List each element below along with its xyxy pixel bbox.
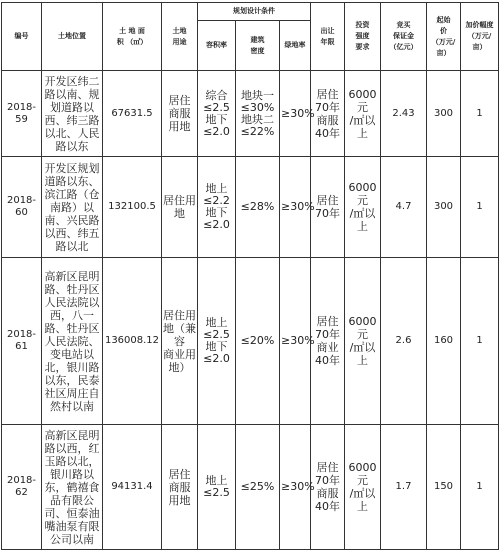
cell-start-price: 300 [427,71,461,157]
cell-deposit: 2.6 [381,258,427,425]
cell-density: ≤25% [236,425,280,550]
cell-term: 居住 70年 商服 40年 [311,425,345,550]
cell-use: 居住用 地（兼容 商业用 地） [162,258,198,425]
header-use: 土地 用途 [162,3,198,71]
cell-term: 居住 70年 商服 40年 [311,71,345,157]
cell-location: 高新区昆明路以西，红玉路以北，银川路以东，鹤禧食品有限公司、恒泰油嘴油泵有限公司以南 [42,425,103,550]
land-auction-table [1,2,499,550]
cell-start-price: 150 [427,425,461,550]
cell-use: 居住 商服 用地 [162,71,198,157]
cell-no: 2018- 61 [2,258,42,425]
table-row [2,157,499,258]
table-row [2,258,499,425]
cell-density: ≤20% [236,258,280,425]
cell-use: 居住用 地 [162,157,198,258]
header-density: 建筑 密度 [236,21,280,71]
cell-green: ≥30% [280,258,311,425]
cell-increment: 1 [461,425,499,550]
cell-increment: 1 [461,258,499,425]
header-green: 绿地率 [280,21,311,71]
header-deposit: 竞买 保证金 （亿元） [381,3,427,71]
cell-invest: 6000 元 /㎡以 上 [345,425,381,550]
cell-location: 开发区规划道路以东、滨江路（仓南路）以南、兴民路以西、纬五路以北 [42,157,103,258]
cell-term: 居住 70年 商业 40年 [311,258,345,425]
cell-density: 地块一 ≤30% 地块二 ≤22% [236,71,280,157]
cell-green: ≥30% [280,71,311,157]
header-far: 容积率 [198,21,236,71]
cell-location: 高新区昆明路、牡丹区人民法院以西，八一路、牡丹区人民法院、变电站以北，银川路以东，民泰社区周庄自然村以南 [42,258,103,425]
cell-area: 132100.5 [103,157,162,258]
cell-green: ≥30% [280,157,311,258]
cell-area: 67631.5 [103,71,162,157]
table-row [2,425,499,550]
cell-deposit: 4.7 [381,157,427,258]
cell-invest: 6000 元 /㎡以 上 [345,71,381,157]
cell-far: 地上 ≤2.2 地下 ≤2.0 [198,157,236,258]
cell-no: 2018- 62 [2,425,42,550]
cell-density: ≤28% [236,157,280,258]
header-invest: 投资 强度 要求 [345,3,381,71]
table-row [2,71,499,157]
cell-start-price: 300 [427,157,461,258]
cell-deposit: 2.43 [381,71,427,157]
cell-no: 2018- 59 [2,71,42,157]
header-increment: 加价幅度 （万元/ 亩） [461,3,499,71]
cell-increment: 1 [461,157,499,258]
header-no: 编号 [2,3,42,71]
cell-area: 136008.12 [103,258,162,425]
cell-invest: 6000 元 /㎡以 上 [345,157,381,258]
header-start-price: 起始 价 （万元/ 亩） [427,3,461,71]
cell-use: 居住 商服 用地 [162,425,198,550]
cell-increment: 1 [461,71,499,157]
header-term: 出让 年限 [311,3,345,71]
cell-deposit: 1.7 [381,425,427,550]
header-location: 土地位置 [42,3,103,71]
cell-green: ≥30% [280,425,311,550]
header-area: 土 地 面 积 （㎡） [103,3,162,71]
cell-term: 居住 70年 [311,157,345,258]
cell-far: 综合 ≤2.5 地下 ≤2.0 [198,71,236,157]
cell-far: 地上 ≤2.5 地下 ≤2.0 [198,258,236,425]
cell-location: 开发区纬二路以南、规划道路以西、纬三路以北、人民路以东 [42,71,103,157]
header-plan-conditions: 规划设计条件 [198,3,311,21]
cell-area: 94131.4 [103,425,162,550]
cell-no: 2018- 60 [2,157,42,258]
cell-invest: 6000 元 /㎡以 上 [345,258,381,425]
cell-start-price: 160 [427,258,461,425]
cell-far: 地上 ≤2.5 [198,425,236,550]
